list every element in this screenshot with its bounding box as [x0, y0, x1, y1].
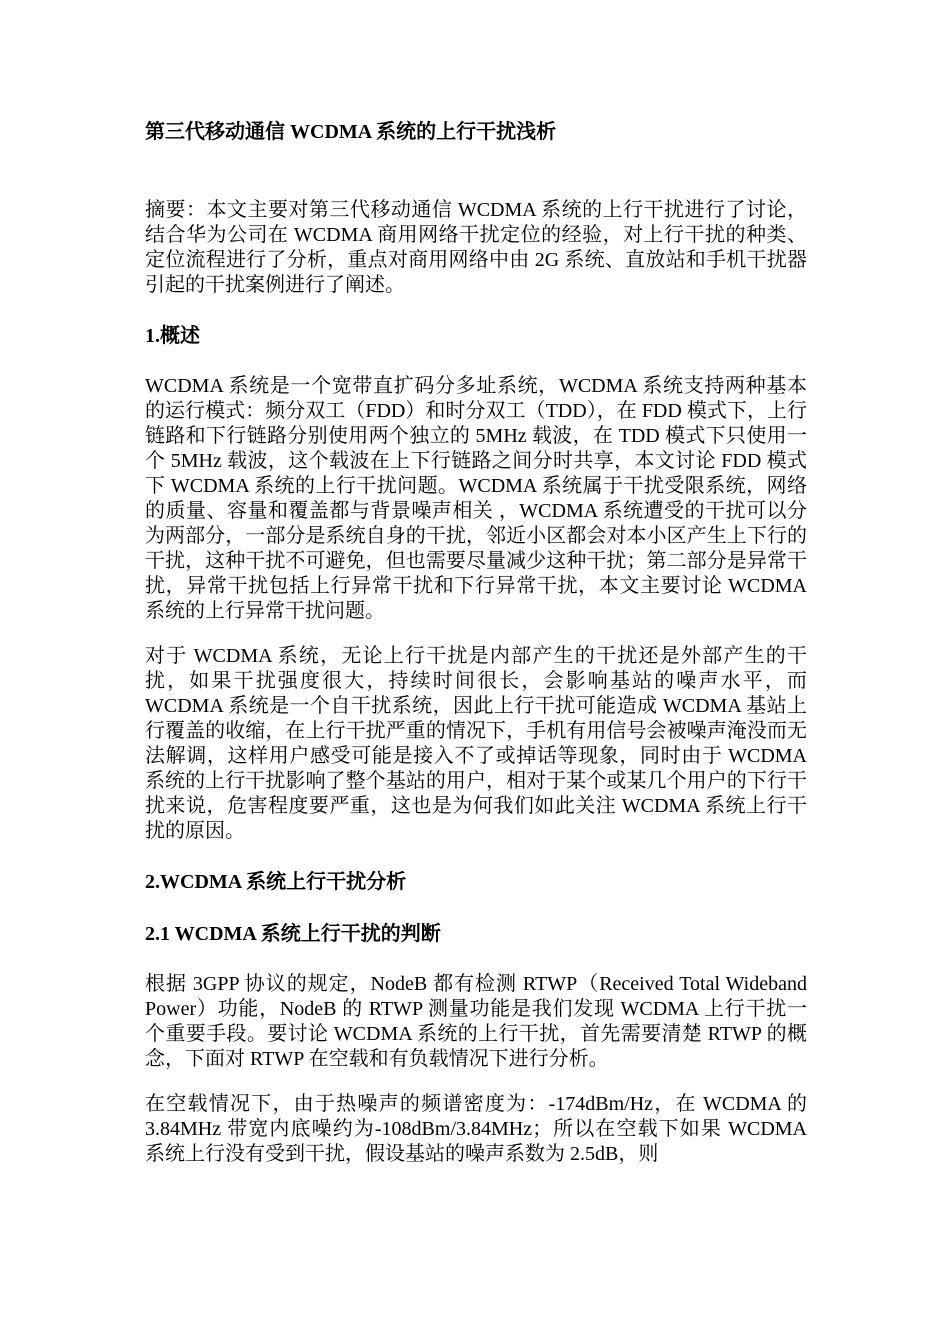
document-title: 第三代移动通信 WCDMA 系统的上行干扰浅析 — [145, 121, 557, 143]
section-1-paragraph-2: 对于 WCDMA 系统，无论上行干扰是内部产生的干扰还是外部产生的干扰，如果干扰强度很大，持续时间很长，会影响基站的噪声水平，而 WCDMA 系统是一个自干扰系统，因此上行干扰可能造成 WCDMA 基站上行覆盖的收缩，在上行干扰严重的情况下，手机有用信号会被噪声淹没而无法解调，这样用户感受可能是接入不了或掉话等现象，同时由于 WCDMA 系统的上行干扰影响了整个基站的用户，相对于某个或某几个用户的下行干扰来说，危害程度要严重，这也是为何我们如此关注 WCDMA 系统上行干扰的原因。 — [145, 645, 807, 842]
section-2-1-heading: 2.1 WCDMA 系统上行干扰的判断 — [145, 923, 441, 945]
section-2-1-paragraph-2: 在空载情况下，由于热噪声的频谱密度为：-174dBm/Hz，在 WCDMA 的 3.84MHz 带宽内底噪约为-108dBm/3.84MHz；所以在空载下如果 WCDMA 系统上行没有受到干扰，假设基站的噪声系数为 2.5dB，则 — [145, 1093, 807, 1165]
abstract-paragraph: 摘要：本文主要对第三代移动通信 WCDMA 系统的上行干扰进行了讨论，结合华为公司在 WCDMA 商用网络干扰定位的经验，对上行干扰的种类、定位流程进行了分析，重点对商用网络中由 2G 系统、直放站和手机干扰器引起的干扰案例进行了阐述。 — [145, 199, 807, 296]
section-2-heading: 2.WCDMA 系统上行干扰分析 — [145, 871, 407, 893]
section-1-paragraph-1: WCDMA 系统是一个宽带直扩码分多址系统，WCDMA 系统支持两种基本的运行模式：频分双工（FDD）和时分双工（TDD），在 FDD 模式下，上行链路和下行链路分别使用两个独立的 5MHz 载波，在 TDD 模式下只使用一个 5MHz 载波，这个载波在上下行链路之间分时共享，本文讨论 FDD 模式下 WCDMA 系统的上行干扰问题。WCDMA 系统属于干扰受限系统，网络的质量、容量和覆盖都与背景噪声相关 ，WCDMA 系统遭受的干扰可以分为两部分，一部分是系统自身的干扰，邻近小区都会对本小区产生上下行的干扰，这种干扰不可避免，但也需要尽量减少这种干扰；第二部分是异常干扰，异常干扰包括上行异常干扰和下行异常干扰，本文主要讨论 WCDMA 系统的上行异常干扰问题。 — [145, 375, 807, 622]
section-1-heading: 1.概述 — [145, 325, 200, 347]
document-page — [145, 118, 807, 1167]
section-2-1-paragraph-1: 根据 3GPP 协议的规定，NodeB 都有检测 RTWP（Received Total Wideband Power）功能，NodeB 的 RTWP 测量功能是我们发现 WCDMA 上行干扰一个重要手段。要讨论 WCDMA 系统的上行干扰，首先需要清楚 RTWP 的概念，下面对 RTWP 在空载和有负载情况下进行分析。 — [145, 973, 807, 1070]
